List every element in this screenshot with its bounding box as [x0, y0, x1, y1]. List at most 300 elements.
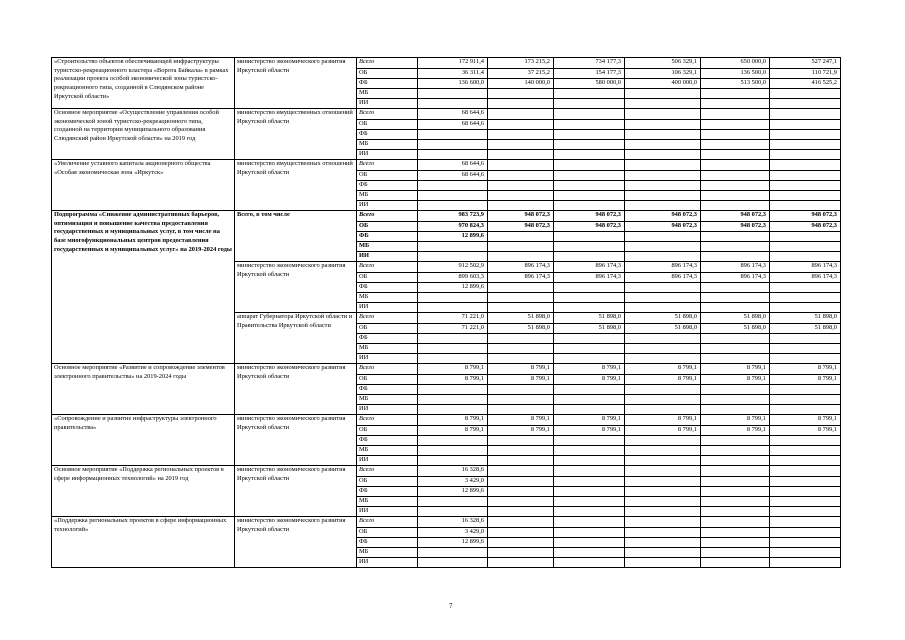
amount-cell — [701, 191, 770, 201]
funding-source: ИИ — [357, 456, 418, 466]
funding-source: Всего — [357, 313, 418, 324]
amount-cell — [554, 517, 625, 528]
amount-cell — [701, 242, 770, 252]
amount-cell — [488, 436, 554, 446]
amount-cell — [554, 477, 625, 487]
amount-cell — [488, 344, 554, 354]
amount-cell: 948 072,3 — [625, 211, 701, 222]
amount-cell — [488, 466, 554, 477]
amount-cell — [770, 130, 841, 140]
table-row — [52, 58, 841, 69]
amount-cell — [701, 252, 770, 262]
amount-cell: 8 799,1 — [770, 375, 841, 385]
amount-cell: 948 072,3 — [554, 222, 625, 232]
amount-cell — [770, 242, 841, 252]
amount-cell — [625, 334, 701, 344]
amount-cell — [770, 507, 841, 517]
amount-cell — [418, 354, 488, 364]
amount-cell — [701, 201, 770, 211]
amount-cell — [488, 303, 554, 313]
amount-cell — [488, 395, 554, 405]
amount-cell — [488, 232, 554, 242]
funding-source: ОБ — [357, 120, 418, 130]
activity-name: «Сопровождение и развитие инфраструктуры электронного правительства» — [52, 415, 235, 466]
amount-cell: 8 799,1 — [625, 375, 701, 385]
amount-cell: 110 721,9 — [770, 69, 841, 79]
amount-cell — [488, 354, 554, 364]
amount-cell — [554, 140, 625, 150]
amount-cell — [554, 201, 625, 211]
amount-cell: 8 799,1 — [625, 364, 701, 375]
amount-cell — [770, 497, 841, 507]
amount-cell: 896 174,3 — [625, 262, 701, 273]
responsible-executor: министерство экономического развития Иркутской области — [235, 466, 357, 517]
amount-cell: 68 644,6 — [418, 160, 488, 171]
amount-cell — [488, 181, 554, 191]
funding-source: Всего — [357, 466, 418, 477]
amount-cell — [488, 99, 554, 109]
amount-cell: 8 799,1 — [770, 415, 841, 426]
funding-source: ОБ — [357, 69, 418, 79]
budget-document — [51, 57, 840, 568]
amount-cell: 3 429,0 — [418, 477, 488, 487]
amount-cell — [770, 99, 841, 109]
funding-source: ИИ — [357, 558, 418, 568]
amount-cell — [625, 395, 701, 405]
amount-cell — [701, 466, 770, 477]
amount-cell: 8 799,1 — [488, 426, 554, 436]
amount-cell — [554, 283, 625, 293]
funding-source: ИИ — [357, 303, 418, 313]
amount-cell — [554, 232, 625, 242]
funding-source: МБ — [357, 191, 418, 201]
amount-cell: 8 799,1 — [488, 364, 554, 375]
amount-cell — [554, 130, 625, 140]
funding-source: ФБ — [357, 538, 418, 548]
amount-cell — [488, 89, 554, 99]
amount-cell — [625, 354, 701, 364]
amount-cell — [488, 446, 554, 456]
amount-cell — [770, 140, 841, 150]
funding-source: ОБ — [357, 528, 418, 538]
amount-cell: 896 174,3 — [554, 262, 625, 273]
amount-cell: 68 644,6 — [418, 109, 488, 120]
amount-cell — [625, 191, 701, 201]
amount-cell — [701, 446, 770, 456]
amount-cell — [625, 252, 701, 262]
amount-cell — [554, 558, 625, 568]
amount-cell — [418, 140, 488, 150]
amount-cell: 8 799,1 — [701, 375, 770, 385]
amount-cell — [418, 293, 488, 303]
amount-cell: 68 644,6 — [418, 120, 488, 130]
funding-source: ИИ — [357, 354, 418, 364]
amount-cell — [770, 385, 841, 395]
amount-cell: 896 174,3 — [770, 262, 841, 273]
amount-cell — [625, 150, 701, 160]
amount-cell: 12 899,6 — [418, 283, 488, 293]
amount-cell — [701, 436, 770, 446]
amount-cell: 8 799,1 — [418, 375, 488, 385]
amount-cell: 8 799,1 — [701, 415, 770, 426]
table-row — [52, 364, 841, 375]
funding-source: ФБ — [357, 334, 418, 344]
amount-cell — [701, 120, 770, 130]
amount-cell — [554, 171, 625, 181]
amount-cell — [488, 140, 554, 150]
amount-cell — [701, 405, 770, 415]
amount-cell: 16 328,6 — [418, 517, 488, 528]
amount-cell: 8 799,1 — [418, 364, 488, 375]
amount-cell: 899 603,3 — [418, 273, 488, 283]
amount-cell — [554, 487, 625, 497]
amount-cell — [625, 201, 701, 211]
table-row — [52, 211, 841, 222]
amount-cell — [625, 405, 701, 415]
responsible-executor: Всего, в том числе — [235, 211, 357, 262]
amount-cell — [488, 160, 554, 171]
amount-cell — [625, 109, 701, 120]
amount-cell: 8 799,1 — [770, 426, 841, 436]
budget-table — [51, 57, 841, 568]
funding-source: Всего — [357, 211, 418, 222]
amount-cell — [488, 150, 554, 160]
activity-name: Основное мероприятие «Развитие и сопровождение элементов электронного правительства» на 2019-2024 годы — [52, 364, 235, 415]
amount-cell — [770, 181, 841, 191]
amount-cell: 8 799,1 — [701, 364, 770, 375]
amount-cell — [701, 181, 770, 191]
amount-cell — [625, 477, 701, 487]
amount-cell — [625, 446, 701, 456]
amount-cell — [770, 150, 841, 160]
activity-name: «Поддержка региональных проектов в сфере информационных технологий» — [52, 517, 235, 568]
amount-cell: 51 898,0 — [625, 313, 701, 324]
amount-cell: 12 899,6 — [418, 232, 488, 242]
amount-cell — [488, 538, 554, 548]
amount-cell — [554, 507, 625, 517]
amount-cell — [488, 191, 554, 201]
funding-source: Всего — [357, 160, 418, 171]
amount-cell: 8 799,1 — [770, 364, 841, 375]
amount-cell: 51 898,0 — [554, 313, 625, 324]
amount-cell — [770, 528, 841, 538]
amount-cell — [488, 109, 554, 120]
amount-cell — [554, 303, 625, 313]
funding-source: Всего — [357, 58, 418, 69]
amount-cell — [554, 181, 625, 191]
amount-cell — [701, 334, 770, 344]
funding-source: ИИ — [357, 99, 418, 109]
amount-cell: 896 174,3 — [554, 273, 625, 283]
amount-cell — [418, 446, 488, 456]
amount-cell — [770, 558, 841, 568]
funding-source: МБ — [357, 293, 418, 303]
amount-cell — [488, 120, 554, 130]
amount-cell — [488, 385, 554, 395]
funding-source: Всего — [357, 262, 418, 273]
amount-cell — [701, 283, 770, 293]
amount-cell: 36 311,4 — [418, 69, 488, 79]
amount-cell — [418, 558, 488, 568]
amount-cell — [418, 344, 488, 354]
amount-cell — [625, 89, 701, 99]
amount-cell — [701, 538, 770, 548]
funding-source: ОБ — [357, 273, 418, 283]
amount-cell — [625, 497, 701, 507]
funding-source: Всего — [357, 517, 418, 528]
responsible-executor: министерство экономического развития Иркутской области — [235, 262, 357, 313]
funding-source: Всего — [357, 109, 418, 120]
amount-cell: 983 723,9 — [418, 211, 488, 222]
funding-source: ФБ — [357, 130, 418, 140]
amount-cell: 71 221,0 — [418, 313, 488, 324]
amount-cell — [625, 99, 701, 109]
amount-cell — [701, 517, 770, 528]
amount-cell — [554, 252, 625, 262]
amount-cell: 51 898,0 — [488, 313, 554, 324]
funding-source: ФБ — [357, 487, 418, 497]
amount-cell: 12 899,6 — [418, 538, 488, 548]
amount-cell: 37 215,2 — [488, 69, 554, 79]
amount-cell — [701, 140, 770, 150]
amount-cell: 51 898,0 — [625, 324, 701, 334]
responsible-executor: министерство экономического развития Иркутской области — [235, 364, 357, 415]
amount-cell — [554, 466, 625, 477]
amount-cell: 8 799,1 — [488, 415, 554, 426]
amount-cell: 106 329,1 — [625, 69, 701, 79]
amount-cell — [770, 201, 841, 211]
amount-cell — [554, 538, 625, 548]
amount-cell — [701, 497, 770, 507]
funding-source: ФБ — [357, 79, 418, 89]
funding-source: МБ — [357, 344, 418, 354]
amount-cell — [770, 252, 841, 262]
funding-source: МБ — [357, 548, 418, 558]
amount-cell — [488, 201, 554, 211]
amount-cell: 172 911,4 — [418, 58, 488, 69]
amount-cell — [770, 354, 841, 364]
amount-cell: 8 799,1 — [554, 364, 625, 375]
amount-cell — [625, 385, 701, 395]
activity-name: Основное мероприятие «Осуществление управления особой экономической зоной туристско-рекреационного типа, созданной на территории муниципального образования Слюдянский район Иркутской области» на 2019 год — [52, 109, 235, 160]
amount-cell — [554, 456, 625, 466]
amount-cell — [770, 160, 841, 171]
amount-cell — [701, 487, 770, 497]
amount-cell — [770, 334, 841, 344]
amount-cell: 400 000,0 — [625, 79, 701, 89]
amount-cell — [554, 109, 625, 120]
amount-cell — [488, 517, 554, 528]
table-row — [52, 415, 841, 426]
responsible-executor: министерство имущественных отношений Иркутской области — [235, 160, 357, 211]
funding-source: МБ — [357, 395, 418, 405]
amount-cell: 948 072,3 — [554, 211, 625, 222]
amount-cell: 12 899,6 — [418, 487, 488, 497]
amount-cell — [554, 548, 625, 558]
amount-cell — [770, 466, 841, 477]
amount-cell — [625, 436, 701, 446]
amount-cell: 8 799,1 — [488, 375, 554, 385]
amount-cell — [488, 283, 554, 293]
amount-cell — [554, 120, 625, 130]
amount-cell — [701, 456, 770, 466]
activity-name: Основное мероприятие «Поддержка региональных проектов в сфере информационных технологий» на 2019 год — [52, 466, 235, 517]
amount-cell: 8 799,1 — [554, 375, 625, 385]
amount-cell — [625, 344, 701, 354]
page-number: 7 — [449, 602, 453, 610]
amount-cell — [554, 242, 625, 252]
funding-source: ОБ — [357, 426, 418, 436]
amount-cell: 51 898,0 — [554, 324, 625, 334]
amount-cell: 140 000,0 — [488, 79, 554, 89]
amount-cell — [770, 477, 841, 487]
amount-cell: 948 072,3 — [625, 222, 701, 232]
amount-cell: 948 072,3 — [488, 222, 554, 232]
amount-cell: 51 898,0 — [701, 324, 770, 334]
amount-cell — [554, 405, 625, 415]
amount-cell — [488, 293, 554, 303]
responsible-executor: министерство экономического развития Иркутской области — [235, 415, 357, 466]
funding-source: МБ — [357, 140, 418, 150]
amount-cell: 16 328,6 — [418, 466, 488, 477]
amount-cell — [770, 405, 841, 415]
amount-cell — [625, 171, 701, 181]
amount-cell — [418, 497, 488, 507]
amount-cell — [625, 120, 701, 130]
funding-source: ФБ — [357, 436, 418, 446]
funding-source: ОБ — [357, 477, 418, 487]
responsible-executor: министерство экономического развития Иркутской области — [235, 517, 357, 568]
amount-cell: 154 177,3 — [554, 69, 625, 79]
table-row — [52, 109, 841, 120]
amount-cell — [770, 303, 841, 313]
amount-cell — [701, 130, 770, 140]
amount-cell — [418, 150, 488, 160]
amount-cell — [625, 130, 701, 140]
amount-cell — [625, 538, 701, 548]
amount-cell — [770, 446, 841, 456]
amount-cell — [418, 385, 488, 395]
amount-cell — [418, 405, 488, 415]
amount-cell — [770, 120, 841, 130]
amount-cell — [770, 538, 841, 548]
funding-source: ИИ — [357, 507, 418, 517]
amount-cell — [418, 303, 488, 313]
funding-source: ИИ — [357, 405, 418, 415]
amount-cell — [488, 405, 554, 415]
amount-cell — [418, 130, 488, 140]
amount-cell — [701, 507, 770, 517]
amount-cell — [488, 528, 554, 538]
amount-cell: 71 221,0 — [418, 324, 488, 334]
amount-cell — [701, 160, 770, 171]
amount-cell — [625, 232, 701, 242]
funding-source: ОБ — [357, 375, 418, 385]
amount-cell — [701, 303, 770, 313]
amount-cell — [418, 456, 488, 466]
funding-source: ОБ — [357, 324, 418, 334]
amount-cell — [554, 354, 625, 364]
amount-cell — [418, 395, 488, 405]
amount-cell — [770, 109, 841, 120]
amount-cell — [701, 99, 770, 109]
amount-cell — [418, 548, 488, 558]
funding-source: Всего — [357, 364, 418, 375]
amount-cell: 8 799,1 — [625, 426, 701, 436]
table-row — [52, 517, 841, 528]
amount-cell — [418, 507, 488, 517]
amount-cell — [554, 191, 625, 201]
amount-cell: 912 502,9 — [418, 262, 488, 273]
amount-cell — [488, 242, 554, 252]
amount-cell — [554, 436, 625, 446]
amount-cell — [625, 303, 701, 313]
responsible-executor: министерство имущественных отношений Иркутской области — [235, 109, 357, 160]
amount-cell — [488, 497, 554, 507]
amount-cell — [488, 171, 554, 181]
amount-cell — [554, 446, 625, 456]
amount-cell — [554, 497, 625, 507]
amount-cell — [701, 171, 770, 181]
responsible-executor: аппарат Губернатора Иркутской области и Правительства Иркутской области — [235, 313, 357, 364]
amount-cell — [625, 558, 701, 568]
amount-cell — [625, 528, 701, 538]
amount-cell — [554, 160, 625, 171]
funding-source: ОБ — [357, 222, 418, 232]
amount-cell: 136 600,0 — [418, 79, 488, 89]
amount-cell — [770, 171, 841, 181]
amount-cell: 8 799,1 — [625, 415, 701, 426]
amount-cell: 8 799,1 — [418, 426, 488, 436]
amount-cell — [488, 334, 554, 344]
amount-cell — [770, 548, 841, 558]
amount-cell — [554, 150, 625, 160]
amount-cell — [701, 89, 770, 99]
amount-cell — [488, 130, 554, 140]
funding-source: ФБ — [357, 181, 418, 191]
amount-cell — [701, 477, 770, 487]
amount-cell: 51 898,0 — [770, 313, 841, 324]
amount-cell — [488, 477, 554, 487]
amount-cell — [625, 466, 701, 477]
amount-cell — [701, 293, 770, 303]
amount-cell — [625, 456, 701, 466]
amount-cell: 948 072,3 — [770, 211, 841, 222]
amount-cell — [554, 528, 625, 538]
amount-cell — [701, 528, 770, 538]
funding-source: ИИ — [357, 150, 418, 160]
funding-source: ИИ — [357, 201, 418, 211]
amount-cell — [701, 558, 770, 568]
amount-cell — [701, 150, 770, 160]
amount-cell: 970 824,3 — [418, 222, 488, 232]
amount-cell: 580 000,0 — [554, 79, 625, 89]
amount-cell: 8 799,1 — [701, 426, 770, 436]
amount-cell — [770, 517, 841, 528]
amount-cell — [625, 517, 701, 528]
funding-source: Всего — [357, 415, 418, 426]
responsible-executor: министерство экономического развития Иркутской области — [235, 58, 357, 109]
amount-cell — [625, 140, 701, 150]
amount-cell — [701, 232, 770, 242]
amount-cell — [770, 89, 841, 99]
amount-cell: 3 429,0 — [418, 528, 488, 538]
amount-cell — [554, 334, 625, 344]
amount-cell — [770, 395, 841, 405]
amount-cell — [418, 191, 488, 201]
amount-cell — [418, 242, 488, 252]
funding-source: МБ — [357, 242, 418, 252]
